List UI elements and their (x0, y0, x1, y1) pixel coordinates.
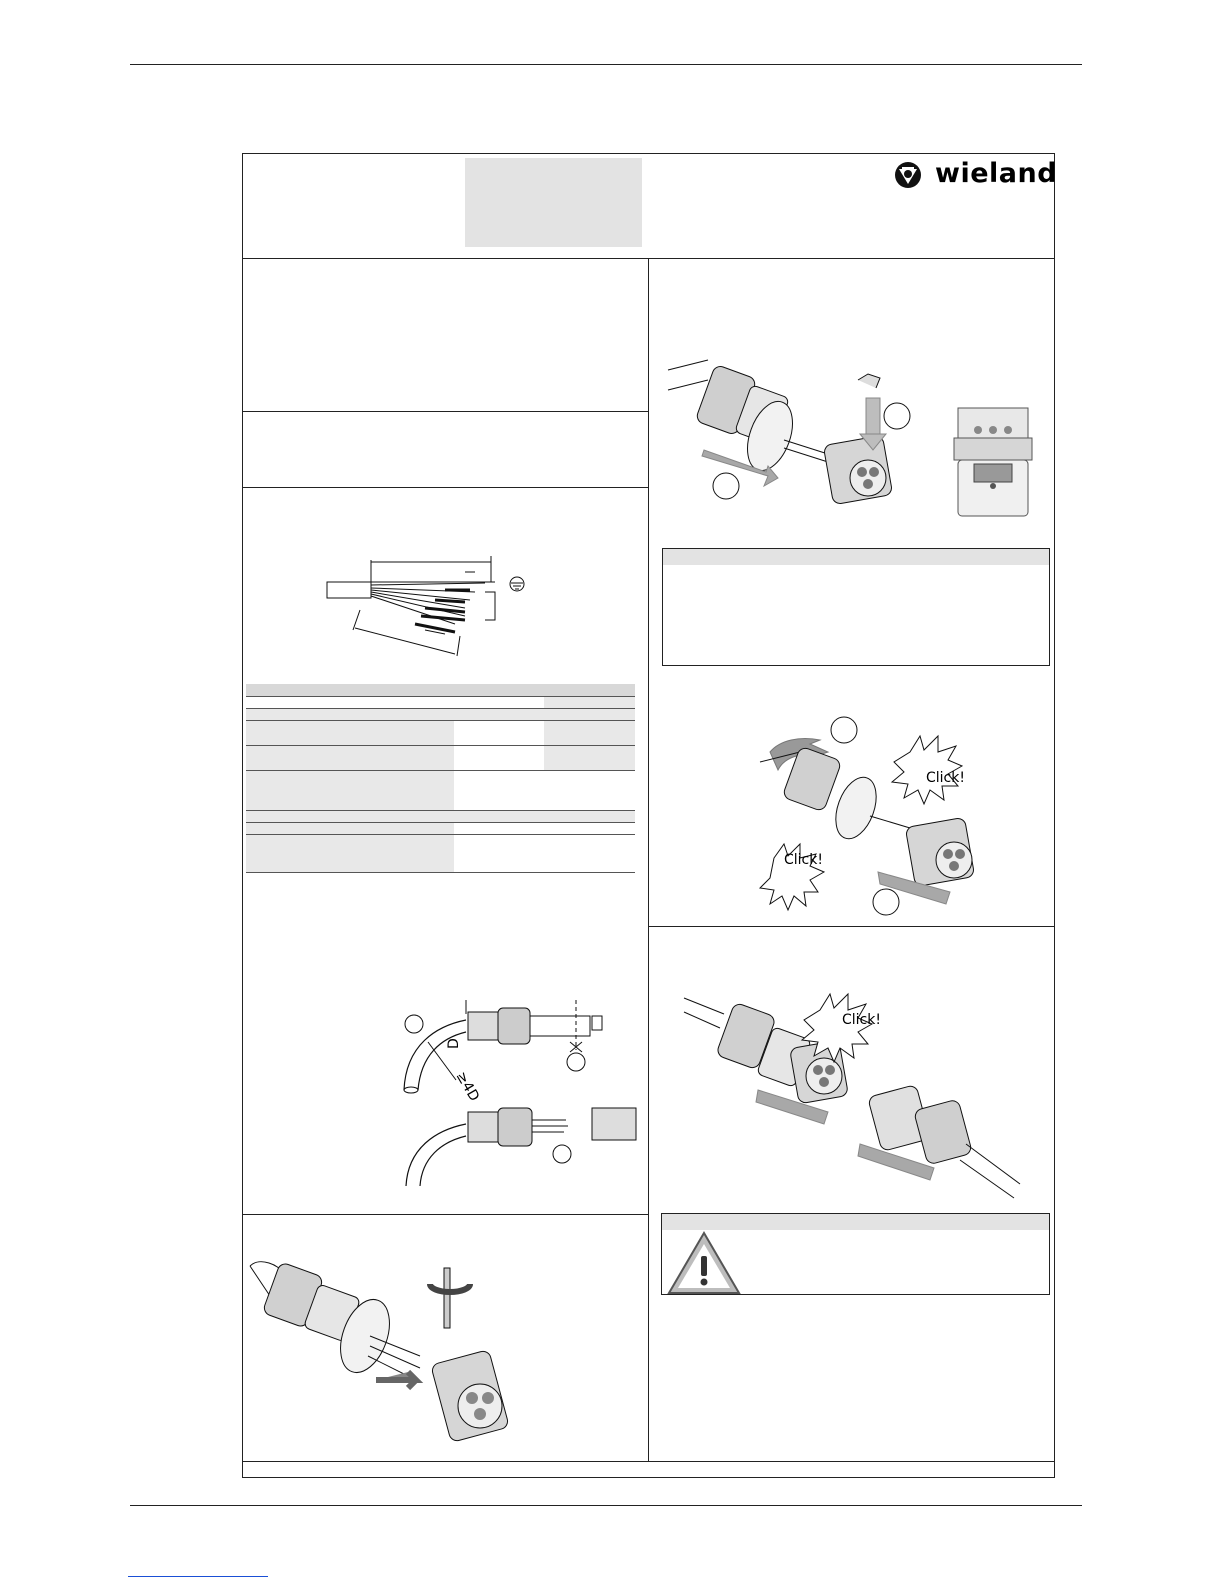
click-label-2: Click! (784, 852, 823, 868)
left-section-rule-1 (242, 411, 648, 412)
table-row (246, 696, 635, 708)
left-section-rule-2 (242, 487, 648, 488)
wire-strip-diagram (325, 550, 565, 670)
table-row (246, 720, 635, 745)
table-row (246, 822, 635, 834)
table-row (246, 770, 635, 810)
header-box (242, 153, 1058, 259)
terminal-screw-illustration (240, 1256, 540, 1446)
click-label-3: Click! (842, 1012, 881, 1028)
top-page-rule (130, 64, 1082, 65)
brand-logo (893, 158, 1058, 190)
table-row (246, 745, 635, 770)
brand-name: wieland (935, 158, 1058, 189)
diameter-label: D (446, 1038, 462, 1049)
footer-box (242, 1461, 1055, 1478)
click-label-1: Click! (926, 770, 965, 786)
column-divider (648, 259, 649, 1462)
info-box (662, 548, 1050, 666)
click-assembly-illustration (760, 712, 1010, 912)
wieland-logo-icon (893, 160, 923, 190)
warning-triangle-icon (666, 1230, 742, 1296)
table-row (246, 684, 635, 696)
spec-table (246, 684, 635, 873)
warning-box (661, 1213, 1050, 1295)
right-frame-rule (1054, 259, 1055, 1464)
left-section-rule-3 (242, 1214, 648, 1215)
right-section-rule-1 (648, 926, 1054, 927)
warning-box-header (662, 1214, 1049, 1230)
mating-illustration (684, 984, 1024, 1204)
bottom-page-rule (130, 1505, 1082, 1506)
info-box-header (663, 549, 1049, 565)
table-row (246, 834, 635, 872)
bend-radius-label: ≥4D (452, 1069, 483, 1105)
ground-symbol-icon (510, 577, 524, 591)
footer-link-underline[interactable] (128, 1576, 268, 1577)
header-grey-field (465, 158, 642, 247)
table-row (246, 810, 635, 822)
cable-bend-diagram (396, 990, 636, 1190)
table-row (246, 708, 635, 720)
clip-assembly-illustration (668, 350, 938, 520)
connector-side-view (948, 402, 1038, 522)
